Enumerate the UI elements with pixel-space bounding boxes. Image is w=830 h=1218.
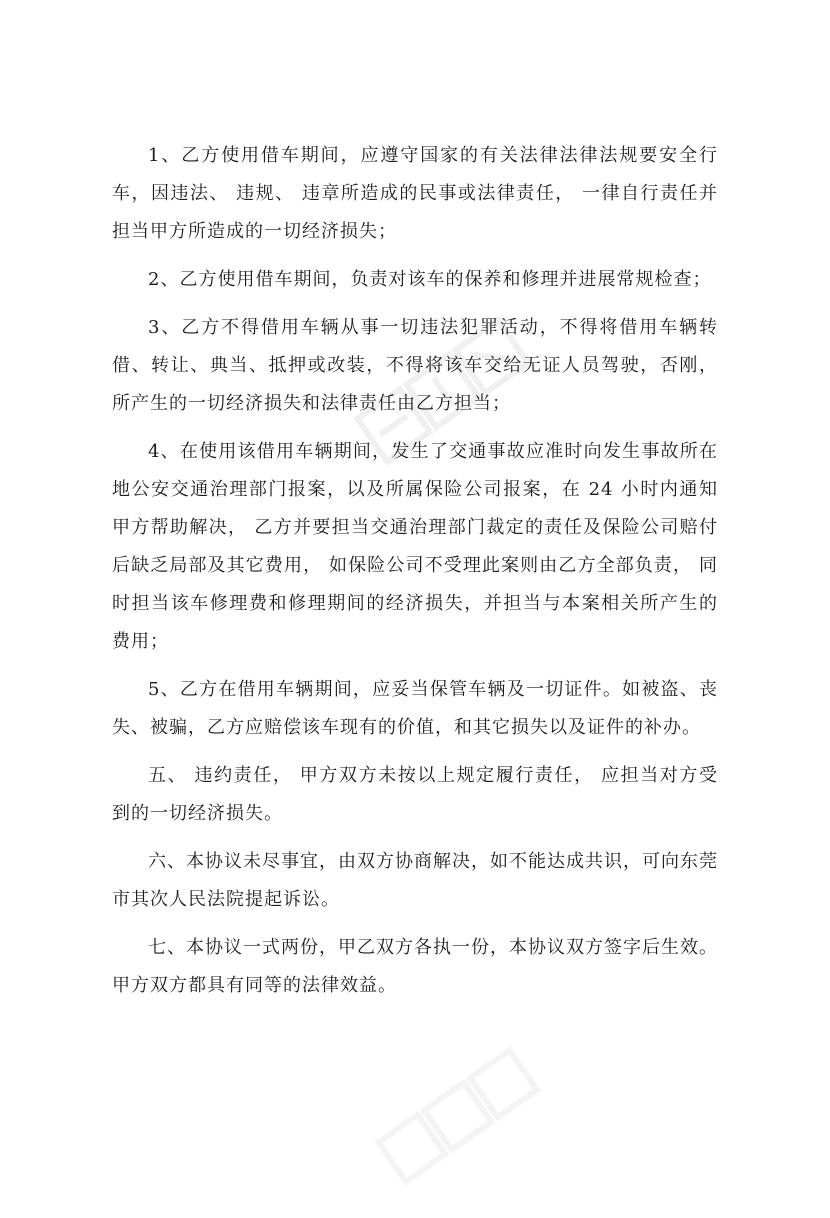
- clause-2: 2、乙方使用借车期间，负责对该车的保养和修理并进展常规检查；: [148, 269, 712, 290]
- clause-4: 4、在使用该借用车辆期间，发生了交通事故应准时向发生事故所在地公安交通治理部门报案，以及所属保险公司报案，在 24 小时内通知甲方帮助解决， 乙方并要担当交通治理部门裁定的责任及保险公司赔付后缺乏局部及其它费用， 如保险公司不受理此案则由乙方全部负责， 同时担当该车修理费和修理期间的经济损失，并担当与本案相关所产生的费用；: [112, 441, 718, 652]
- clause-3: 3、乙方不得借用车辆从事一切违法犯罪活动，不得将借用车辆转借、转让、典当、抵押或改装，不得将该车交给无证人员驾驶，否刚，所产生的一切经济损失和法律责任由乙方担当；: [112, 317, 718, 414]
- document-body: [112, 137, 718, 1015]
- section-legal-effect: 甲方双方都具有同等的法律效益。: [112, 975, 397, 996]
- section-breach-liability: 五、 违约责任， 甲方双方未按以上规定履行责任， 应担当对方受到的一切经济损失。: [112, 765, 718, 824]
- clause-1: 1、乙方使用借车期间，应遵守国家的有关法律法律法规要安全行车，因违法、 违规、 违章所造成的民事或法律责任， 一律自行责任并担当甲方所造成的一切经济损失；: [112, 145, 718, 242]
- section-dispute-resolution: 六、本协议未尽事宜，由双方协商解决，如不能达成共识，可向东莞市其次人民法院提起诉讼。: [112, 851, 718, 910]
- clause-5: 5、乙方在借用车辆期间，应妥当保管车辆及一切证件。如被盗、丧失、被骗，乙方应赔偿该车现有的价值，和其它损失以及证件的补办。: [112, 679, 718, 738]
- watermark-graphic-bottom: [369, 1022, 590, 1218]
- section-copies-effect: 七、本协议一式两份，甲乙双方各执一份，本协议双方签字后生效。: [148, 937, 718, 958]
